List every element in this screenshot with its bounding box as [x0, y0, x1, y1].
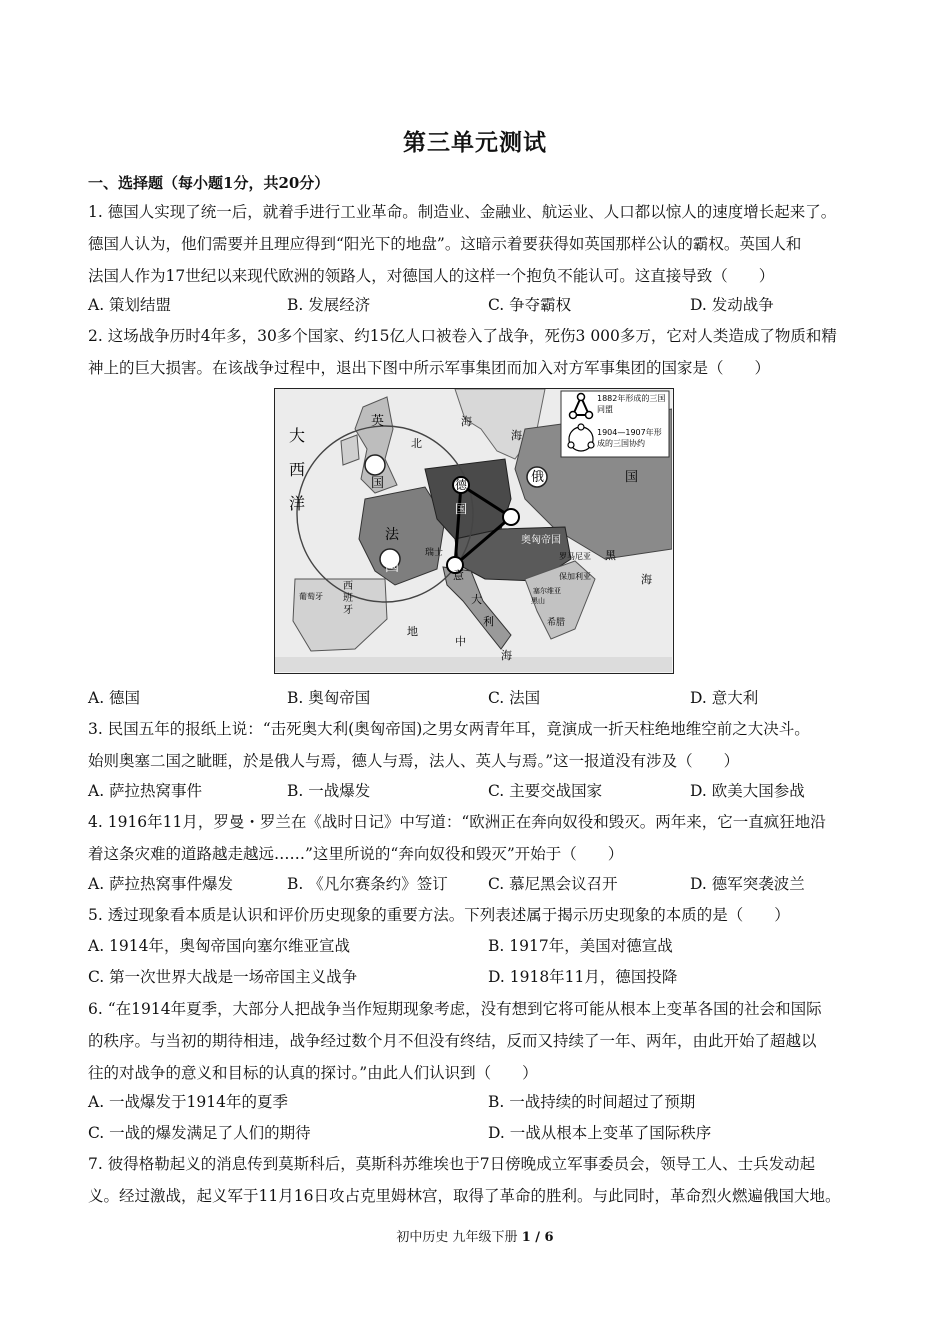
- question-6-options-row-1: [88, 1086, 878, 1118]
- map-drawing: [275, 389, 672, 672]
- question-7-line-1: 7. 彼得格勒起义的消息传到莫斯科后，莫斯科苏维埃也于7日傍晚成立军事委员会，领导工人、士兵发动起: [88, 1155, 816, 1173]
- africa-shape: [275, 657, 672, 672]
- question-5-option-b[interactable]: B. 1917年，美国对德宣战: [488, 937, 673, 955]
- label-spain-1: 西: [343, 581, 353, 592]
- question-5-options-row-2: [88, 961, 878, 993]
- label-russia-2: 国: [625, 470, 639, 485]
- europe-alliance-map: [274, 388, 674, 674]
- question-3-line-2: 始则奥塞二国之眦睚，於是俄人与焉，德人与焉，法人、英人与焉。”这一报道没有涉及（ ）: [88, 752, 740, 770]
- question-6-stem: [88, 993, 868, 1089]
- question-2-option-b[interactable]: B. 奥匈帝国: [287, 689, 371, 707]
- section-heading: 一、选择题（每小题1分，共20分）: [88, 174, 330, 192]
- label-spain-3: 牙: [343, 605, 353, 616]
- question-4-stem: [88, 806, 868, 870]
- label-greece: 希腊: [547, 618, 566, 628]
- label-north-sea-2: 海: [461, 415, 472, 428]
- label-black-sea-2: 海: [641, 573, 652, 586]
- question-5-option-a[interactable]: A. 1914年，奥匈帝国向塞尔维亚宣战: [88, 937, 350, 955]
- label-atlantic-2: 西: [289, 460, 306, 479]
- question-1-options: [88, 289, 878, 321]
- question-6-line-2: 的秩序。与当初的期待相违，战争经过数个月不但没有终结，反而又持续了一年、两年，由此开始了超越以: [88, 1032, 817, 1050]
- label-atlantic-3: 洋: [289, 494, 306, 513]
- label-italy-1: 意: [453, 569, 464, 582]
- label-atlantic-1: 大: [289, 426, 306, 445]
- question-2-options: [88, 682, 878, 714]
- label-france-1: 法: [385, 527, 399, 543]
- label-italy-2: 大: [471, 593, 482, 606]
- question-7-stem: [88, 1148, 868, 1212]
- question-1-stem: [88, 196, 868, 292]
- question-3-option-c[interactable]: C. 主要交战国家: [488, 782, 603, 800]
- label-italy-3: 利: [483, 615, 494, 628]
- question-6-line-1: 6. “在1914年夏季，大部分人把战争当作短期现象考虑，没有想到它将可能从根本上变革各国的社会和国际: [88, 1000, 822, 1018]
- question-4-option-a[interactable]: A. 萨拉热窝事件爆发: [88, 875, 234, 893]
- question-3-options: [88, 775, 878, 807]
- footer-subject: 初中历史 九年级下册: [396, 1230, 518, 1245]
- label-serbia: 塞尔维亚: [533, 587, 561, 595]
- question-2-option-d[interactable]: D. 意大利: [690, 689, 759, 707]
- question-3-option-a[interactable]: A. 萨拉热窝事件: [88, 782, 203, 800]
- page-footer: [0, 1226, 950, 1245]
- label-britain-2: 国: [371, 476, 385, 491]
- question-2-option-a[interactable]: A. 德国: [88, 689, 141, 707]
- label-germany-1: 德: [455, 478, 468, 492]
- question-2-option-c[interactable]: C. 法国: [488, 689, 541, 707]
- question-2-line-2: 神上的巨大损害。在该战争过程中，退出下图中所示军事集团而加入对方军事集团的国家是（ ）: [88, 359, 771, 377]
- legend-triple-alliance: 1882年形成的三国同盟: [597, 394, 666, 414]
- label-germany-2: 国: [455, 502, 468, 516]
- question-6-options-row-2: [88, 1117, 878, 1149]
- question-3-stem: [88, 713, 868, 777]
- page-title: 第三单元测试: [403, 129, 547, 156]
- label-baltic: 海: [511, 429, 522, 442]
- question-1-option-a[interactable]: A. 策划结盟: [88, 296, 172, 314]
- question-2-line-1: 2. 这场战争历时4年多，30多个国家、约15亿人口被卷入了战争，死伤3 000多万，它对人类造成了物质和精: [88, 327, 837, 345]
- label-russia-1: 俄: [531, 470, 545, 485]
- label-france-2: 国: [385, 559, 399, 575]
- question-6-option-b[interactable]: B. 一战持续的时间超过了预期: [488, 1093, 696, 1111]
- question-3-option-d[interactable]: D. 欧美大国参战: [690, 782, 805, 800]
- label-montenegro: 黑山: [531, 597, 545, 605]
- label-romania: 罗马尼亚: [559, 552, 591, 561]
- austria-marker: [503, 509, 519, 525]
- label-med-1: 地: [407, 625, 418, 638]
- label-bulgaria: 保加利亚: [559, 572, 591, 581]
- label-britain-1: 英: [371, 414, 385, 429]
- question-5-option-d[interactable]: D. 1918年11月，德国投降: [488, 968, 678, 986]
- question-4-line-2: 着这条灾难的道路越走越远……”这里所说的“奔向奴役和毁灭”开始于（ ）: [88, 845, 624, 863]
- label-portugal: 葡萄牙: [299, 592, 323, 601]
- question-3-option-b[interactable]: B. 一战爆发: [287, 782, 371, 800]
- question-5-stem: [88, 899, 868, 931]
- question-6-option-a[interactable]: A. 一战爆发于1914年的夏季: [88, 1093, 288, 1111]
- question-1-option-d[interactable]: D. 发动战争: [690, 296, 774, 314]
- question-4-line-1: 4. 1916年11月，罗曼・罗兰在《战时日记》中写道：“欧洲正在奔向奴役和毁灭。两年来，它一直疯狂地沿: [88, 813, 826, 831]
- label-north-sea-1: 北: [411, 437, 422, 450]
- label-swiss: 瑞士: [425, 548, 444, 558]
- question-5-option-c[interactable]: C. 第一次世界大战是一场帝国主义战争: [88, 968, 358, 986]
- question-1-option-b[interactable]: B. 发展经济: [287, 296, 371, 314]
- label-med-2: 中: [455, 635, 466, 648]
- legend-triple-entente: 1904—1907年形成的三国协约: [597, 428, 662, 448]
- question-6-option-d[interactable]: D. 一战从根本上变革了国际秩序: [488, 1124, 712, 1142]
- question-3-line-1: 3. 民国五年的报纸上说：“击死奥大利(奥匈帝国)之男女两青年耳，竟演成一折天柱绝地维空前之大决斗。: [88, 720, 810, 738]
- question-1-line-2: 德国人认为，他们需要并且理应得到“阳光下的地盘”。这暗示着要获得如英国那样公认的霸权。英国人和: [88, 235, 802, 253]
- question-5-line-1: 5. 透过现象看本质是认识和评价历史现象的重要方法。下列表述属于揭示历史现象的本质的是（ ）: [88, 906, 790, 924]
- question-1-line-1: 1. 德国人实现了统一后，就着手进行工业革命。制造业、金融业、航运业、人口都以惊人的速度增长起来了。: [88, 203, 837, 221]
- question-7-line-2: 义。经过激战，起义军于11月16日攻占克里姆林宫，取得了革命的胜利。与此同时，革命烈火燃遍俄国大地。: [88, 1187, 841, 1205]
- question-5-options-row-1: [88, 930, 878, 962]
- question-2-stem: [88, 320, 868, 384]
- label-med-3: 海: [501, 649, 512, 662]
- question-4-option-d[interactable]: D. 德军突袭波兰: [690, 875, 805, 893]
- question-4-option-c[interactable]: C. 慕尼黑会议召开: [488, 875, 618, 893]
- question-1-option-c[interactable]: C. 争夺霸权: [488, 296, 572, 314]
- ireland-shape: [341, 435, 359, 465]
- question-6-option-c[interactable]: C. 一战的爆发满足了人们的期待: [88, 1124, 311, 1142]
- label-spain-2: 班: [343, 593, 353, 604]
- question-4-options: [88, 868, 878, 900]
- question-1-line-3: 法国人作为17世纪以来现代欧洲的领路人，对德国人的这样一个抱负不能认可。这直接导致（ ）: [88, 267, 775, 285]
- label-austria-hungary: 奥匈帝国: [521, 535, 561, 546]
- label-black-sea-1: 黑: [605, 549, 616, 562]
- question-4-option-b[interactable]: B. 《凡尔赛条约》签订: [287, 875, 448, 893]
- question-6-line-3: 往的对战争的意义和目标的认真的探讨。”由此人们认识到（ ）: [88, 1064, 538, 1082]
- britain-marker: [365, 455, 385, 475]
- footer-page-number: 1 / 6: [521, 1230, 554, 1245]
